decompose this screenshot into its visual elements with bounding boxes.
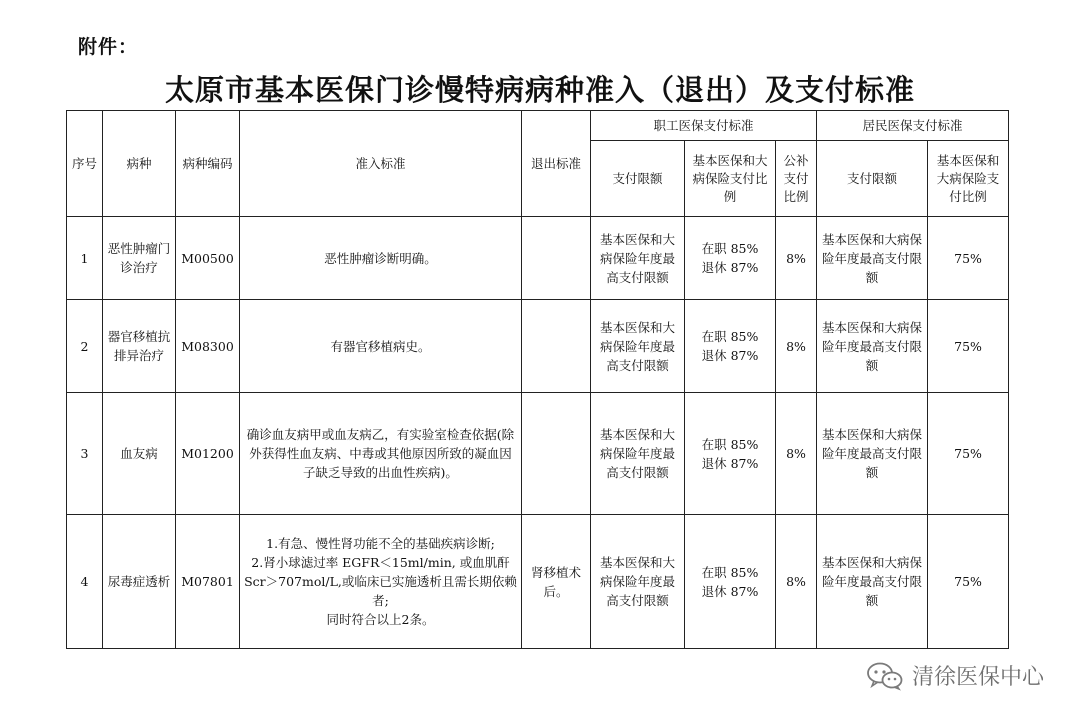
cell-seq: 3 (67, 393, 103, 515)
cell-seq: 1 (67, 217, 103, 300)
cell-emp-ratio: 在职 85% 退休 87% (685, 515, 776, 649)
cell-disease: 器官移植抗排异治疗 (103, 300, 176, 393)
table-row (67, 393, 1009, 515)
cell-admission: 恶性肿瘤诊断明确。 (240, 217, 522, 300)
cell-disease: 尿毒症透析 (103, 515, 176, 649)
cell-exit: 肾移植术后。 (522, 515, 591, 649)
cell-disease: 血友病 (103, 393, 176, 515)
cell-res-ratio: 75% (928, 515, 1009, 649)
cell-seq: 4 (67, 515, 103, 649)
cell-seq: 2 (67, 300, 103, 393)
header-emp-subsidy: 公补支付比例 (776, 141, 817, 217)
attachment-label: 附件： (78, 36, 139, 58)
cell-code: M00500 (176, 217, 240, 300)
cell-res-ratio: 75% (928, 393, 1009, 515)
cell-admission: 确诊血友病甲或血友病乙，有实验室检查依据(除外获得性血友病、中毒或其他原因所致的凝血因子缺乏导致的出血性疾病)。 (240, 393, 522, 515)
cell-emp-subsidy: 8% (776, 393, 817, 515)
cell-emp-subsidy: 8% (776, 515, 817, 649)
cell-emp-ratio: 在职 85% 退休 87% (685, 217, 776, 300)
cell-code: M01200 (176, 393, 240, 515)
cell-res-limit: 基本医保和大病保险年度最高支付限额 (817, 217, 928, 300)
wechat-icon (866, 661, 904, 691)
header-emp-ratio: 基本医保和大病保险支付比例 (685, 141, 776, 217)
document-title: 太原市基本医保门诊慢特病病种准入（退出）及支付标准 (164, 73, 915, 107)
header-emp-limit: 支付限额 (591, 141, 685, 217)
cell-code: M08300 (176, 300, 240, 393)
cell-code: M07801 (176, 515, 240, 649)
cell-emp-limit: 基本医保和大病保险年度最高支付限额 (591, 300, 685, 393)
table-row (67, 515, 1009, 649)
header-res-limit: 支付限额 (817, 141, 928, 217)
header-employee-group: 职工医保支付标准 (591, 111, 817, 141)
cell-exit (522, 393, 591, 515)
table-row (67, 217, 1009, 300)
header-admission: 准入标准 (240, 111, 522, 217)
header-resident-group: 居民医保支付标准 (817, 111, 1009, 141)
cell-emp-subsidy: 8% (776, 217, 817, 300)
cell-emp-limit: 基本医保和大病保险年度最高支付限额 (591, 393, 685, 515)
cell-res-limit: 基本医保和大病保险年度最高支付限额 (817, 300, 928, 393)
cell-res-ratio: 75% (928, 300, 1009, 393)
cell-res-limit: 基本医保和大病保险年度最高支付限额 (817, 393, 928, 515)
header-disease: 病种 (103, 111, 176, 217)
watermark-text: 清徐医保中心 (911, 665, 1044, 690)
cell-emp-limit: 基本医保和大病保险年度最高支付限额 (591, 515, 685, 649)
cell-res-ratio: 75% (928, 217, 1009, 300)
cell-emp-limit: 基本医保和大病保险年度最高支付限额 (591, 217, 685, 300)
cell-emp-ratio: 在职 85% 退休 87% (685, 300, 776, 393)
payment-standards-table (66, 110, 1009, 649)
header-code: 病种编码 (176, 111, 240, 217)
cell-exit (522, 300, 591, 393)
header-exit: 退出标准 (522, 111, 591, 217)
cell-emp-subsidy: 8% (776, 300, 817, 393)
cell-admission: 1.有急、慢性肾功能不全的基础疾病诊断; 2.肾小球滤过率 EGFR＜15ml/min, 或血肌酐 Scr＞707mol/L,或临床已实施透析且需长期依赖者; 同时符合以上2条。 (240, 515, 522, 649)
header-res-ratio: 基本医保和大病保险支付比例 (928, 141, 1009, 217)
cell-emp-ratio: 在职 85% 退休 87% (685, 393, 776, 515)
table-row (67, 300, 1009, 393)
watermark (866, 660, 1044, 691)
cell-exit (522, 217, 591, 300)
header-seq: 序号 (67, 111, 103, 217)
cell-res-limit: 基本医保和大病保险年度最高支付限额 (817, 515, 928, 649)
cell-admission: 有器官移植病史。 (240, 300, 522, 393)
cell-disease: 恶性肿瘤门诊治疗 (103, 217, 176, 300)
